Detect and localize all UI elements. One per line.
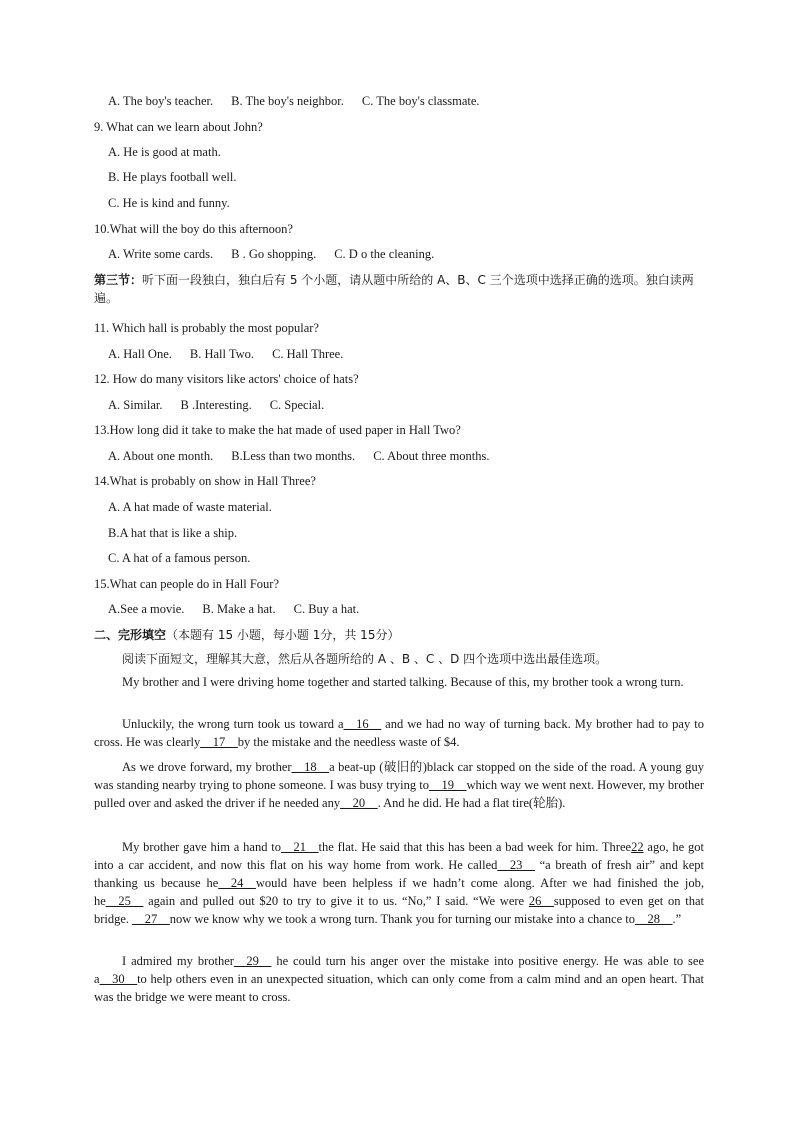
- q15-option-b: B. Make a hat.: [202, 602, 276, 616]
- q14-option-a: A. A hat made of waste material.: [108, 500, 272, 514]
- passage-text: now we know why we took a wrong turn. Thank you for turning our mistake into a chance to: [169, 912, 635, 926]
- passage-paragraph-4: [94, 838, 704, 928]
- blank-26: 26__: [528, 894, 554, 908]
- part2-note: （本题有 15 小题，每小题 1分，共 15分）: [166, 628, 400, 642]
- q11-option-a: A. Hall One.: [108, 347, 172, 361]
- q10-option-b: B . Go shopping.: [231, 247, 317, 261]
- passage-text: “a breath of fresh air” and kept thanking us because he: [94, 858, 704, 890]
- q9-question: 9. What can we learn about John?: [94, 120, 263, 134]
- q12-question: 12. How do many visitors like actors' choice of hats?: [94, 372, 359, 386]
- passage-text: to help others even in an unexpected situation, which can only come from a calm mind and an open heart. That was the bridge we were meant to cross.: [94, 972, 704, 1004]
- blank-17: __17__: [200, 735, 238, 749]
- q15-question: 15.What can people do in Hall Four?: [94, 577, 280, 591]
- passage-text: Unluckily, the wrong turn took us toward a: [122, 717, 344, 731]
- blank-28: __28__: [634, 912, 673, 926]
- passage-text: again and pulled out $20 to try to give it to us. “No,” I said. “We were: [143, 894, 529, 908]
- q10-option-c: C. D o the cleaning.: [334, 247, 435, 261]
- q11-option-b: B. Hall Two.: [189, 347, 255, 361]
- q14-option-c: C. A hat of a famous person.: [108, 551, 251, 565]
- q8-option-b: B. The boy's neighbor.: [231, 94, 344, 108]
- passage-text: . And he did. He had a flat tire(轮胎).: [377, 796, 566, 810]
- passage-text: supposed to even get on that bridge.: [94, 894, 704, 926]
- blank-18: __18__: [291, 760, 330, 774]
- blank-16: __16__: [343, 717, 382, 731]
- q13-option-c: C. About three months.: [373, 449, 490, 463]
- q14-question: 14.What is probably on show in Hall Three?: [94, 474, 316, 488]
- passage-text: .”: [672, 912, 682, 926]
- blank-24: __24__: [218, 876, 256, 890]
- passage-paragraph-5: [94, 952, 704, 1006]
- passage-text: which way we went next. However, my brother pulled over and asked the driver if he needed any: [94, 778, 705, 810]
- q12-option-b: B .Interesting.: [180, 398, 252, 412]
- q15-option-a: A.See a movie.: [108, 602, 185, 616]
- passage-text: he could turn his anger over the mistake into positive energy. He was able to see a: [94, 954, 705, 986]
- q8-option-a: A. The boy's teacher.: [108, 94, 214, 108]
- section3-title: 第三节：: [94, 273, 143, 287]
- passage-text: the flat. He said that this has been a bad week for him. Three: [318, 840, 632, 854]
- q9-option-b: B. He plays football well.: [108, 170, 237, 184]
- q12-option-a: A. Similar.: [108, 398, 163, 412]
- part2-title: 二、完形填空: [94, 628, 167, 642]
- passage-paragraph-3: [94, 758, 704, 812]
- passage-text: and we had no way of turning back. My brother had to pay to cross. He was clearly: [94, 717, 705, 749]
- section3-text: 听下面一段独白，独白后有 5 个小题，请从题中所给的 A、B、C 三个选项中选择正确的选项。独白读两遍。: [94, 273, 694, 305]
- q12-options: [108, 396, 324, 414]
- q13-option-a: A. About one month.: [108, 449, 214, 463]
- passage-text: I admired my brother: [122, 954, 234, 968]
- blank-30: __30__: [99, 972, 138, 986]
- q9-option-a: A. He is good at math.: [108, 145, 221, 159]
- passage-paragraph-2: [94, 715, 704, 751]
- q14-option-b: B.A hat that is like a ship.: [108, 526, 238, 540]
- passage-paragraph-1: My brother and I were driving home together and started talking. Because of this, my brother took a wrong turn.: [122, 675, 684, 689]
- blank-25: __25__: [105, 894, 144, 908]
- q8-option-c: C. The boy's classmate.: [361, 94, 480, 108]
- passage-text: ago, he got into a car accident, and now this flat on his way home from work. He called: [94, 840, 704, 872]
- section3-instruction: [94, 271, 704, 307]
- q13-question: 13.How long did it take to make the hat made of used paper in Hall Two?: [94, 423, 461, 437]
- q15-options: [108, 600, 359, 618]
- passage-text: would have been helpless if we hadn’t come along. After we had finished the job, he: [94, 876, 704, 908]
- blank-23: __23__: [497, 858, 535, 872]
- q10-question: 10.What will the boy do this afternoon?: [94, 222, 293, 236]
- blank-22: 22: [631, 840, 644, 854]
- blank-29: __29__: [233, 954, 272, 968]
- blank-27: __27__: [132, 912, 170, 926]
- passage-text: by the mistake and the needless waste of $4.: [237, 735, 460, 749]
- q13-options: [108, 447, 490, 465]
- q8-options: [108, 92, 480, 110]
- q9-option-c: C. He is kind and funny.: [108, 196, 230, 210]
- passage-text: a beat-up (破旧的)black car stopped on the side of the road. A young guy was standing nearby trying to phone someone. I was busy trying to: [94, 760, 704, 792]
- q10-options: [108, 245, 434, 263]
- part2-instruction: 阅读下面短文，理解其大意，然后从各题所给的 A 、B 、C 、D 四个选项中选出最佳选项。: [122, 652, 608, 666]
- blank-20: __20__: [340, 796, 378, 810]
- q11-options: [108, 345, 343, 363]
- part2-heading: [94, 626, 704, 644]
- q12-option-c: C. Special.: [269, 398, 325, 412]
- q11-question: 11. Which hall is probably the most popular?: [94, 321, 319, 335]
- passage-text: My brother gave him a hand to: [122, 840, 282, 854]
- blank-19: __19__: [429, 778, 467, 792]
- q13-option-b: B.Less than two months.: [231, 449, 356, 463]
- passage-text: As we drove forward, my brother: [122, 760, 292, 774]
- q10-option-a: A. Write some cards.: [108, 247, 214, 261]
- q11-option-c: C. Hall Three.: [272, 347, 344, 361]
- blank-21: __21__: [281, 840, 319, 854]
- q15-option-c: C. Buy a hat.: [293, 602, 360, 616]
